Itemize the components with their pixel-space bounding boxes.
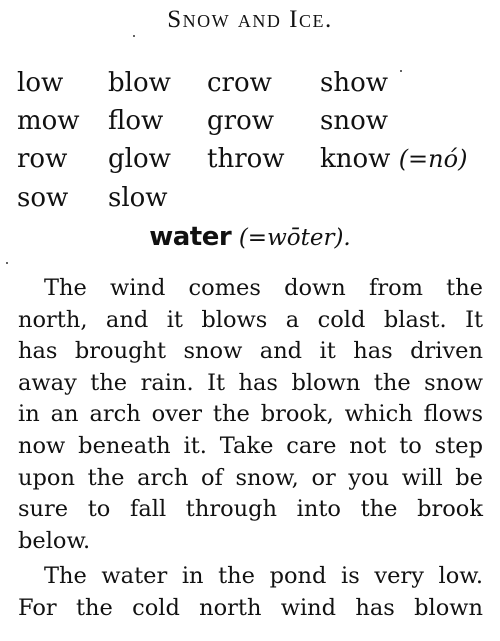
reading-paragraph-1 xyxy=(18,273,483,557)
paragraph-line: upon the arch of snow, or you will be xyxy=(18,464,483,491)
word-list-item: low xyxy=(17,68,64,98)
paragraph-line: away the rain. It has blown the snow xyxy=(18,369,483,396)
paragraph-line: now beneath it. Take care not to step xyxy=(18,432,483,459)
paragraph-line: The water in the pond is very low. xyxy=(44,563,483,589)
word-list-item: show xyxy=(320,68,388,98)
key-word: water xyxy=(149,222,232,252)
word-list-item: snow xyxy=(320,106,388,136)
page-title: Snow and Ice. xyxy=(167,6,333,33)
paragraph-line: The wind comes down from the xyxy=(44,275,483,301)
paragraph-line: in an arch over the brook, which flows xyxy=(18,401,483,428)
word-list-item: crow xyxy=(207,68,272,98)
word-list-item: throw xyxy=(207,144,285,174)
pronunciation-note: (=nó) xyxy=(398,145,468,173)
word-list-item: flow xyxy=(108,106,164,136)
word-list-item: know xyxy=(320,144,391,174)
print-speck xyxy=(400,70,402,72)
word-list-item-with-pronunciation xyxy=(320,144,467,174)
word-list-item: glow xyxy=(108,144,171,174)
print-speck xyxy=(6,262,8,264)
word-list-item: blow xyxy=(108,68,171,98)
word-list-item: slow xyxy=(108,183,168,213)
print-speck xyxy=(133,35,135,37)
word-list-item: sow xyxy=(17,183,69,213)
paragraph-line: north, and it blows a cold blast. It xyxy=(18,306,483,333)
paragraph-line: sure to fall through into the brook xyxy=(18,496,483,523)
word-list-item: mow xyxy=(17,106,80,136)
word-list-item: row xyxy=(17,144,68,174)
paragraph-line: below. xyxy=(18,527,91,554)
reading-paragraph-2 xyxy=(18,561,483,624)
key-word-line xyxy=(0,222,500,252)
word-list-item: grow xyxy=(207,106,274,136)
paragraph-line: For the cold north wind has blown xyxy=(18,594,483,621)
key-word-pronunciation: (=wōter). xyxy=(238,225,351,251)
paragraph-line: has brought snow and it has driven xyxy=(18,338,483,365)
